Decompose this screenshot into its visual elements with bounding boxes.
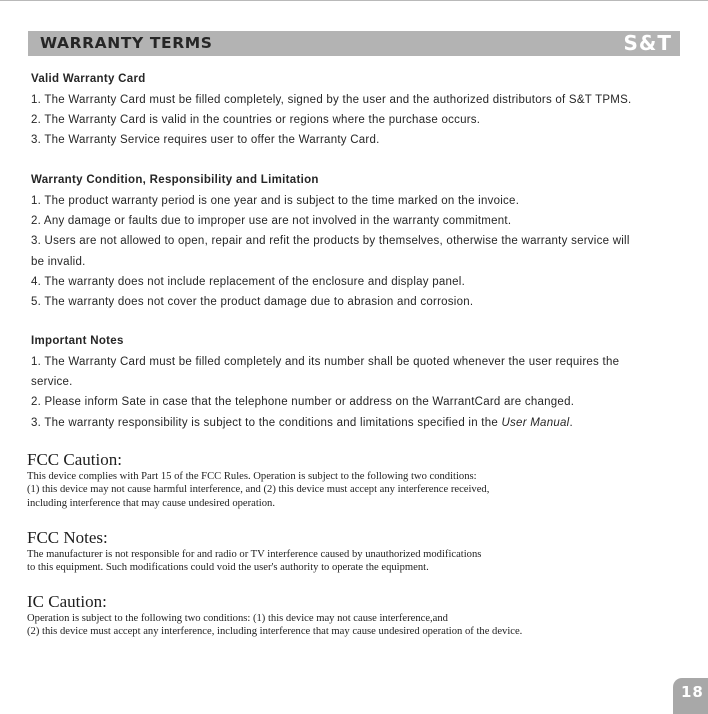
page-number: 18	[681, 683, 704, 701]
paragraph-line: (1) this device may not cause harmful interference, and (2) this device must accept any interference received,	[27, 484, 490, 496]
paragraph-line: Operation is subject to the following two conditions: (1) this device may not cause interference,and	[27, 613, 448, 624]
list-item: 4. The warranty does not include replacement of the enclosure and display panel.	[31, 275, 466, 288]
list-item-text: 3. The warranty responsibility is subject to the conditions and limitations specified in the	[31, 416, 502, 429]
paragraph-line: The manufacturer is not responsible for and radio or TV interference caused by unauthorized modifications	[27, 549, 482, 560]
list-item: 2. Please inform Sate in case that the telephone number or address on the WarrantCard are changed.	[31, 396, 575, 409]
list-item	[31, 413, 691, 433]
list-item: 2. The Warranty Card is valid in the countries or regions where the purchase occurs.	[31, 114, 481, 127]
important-notes-section	[31, 332, 691, 433]
warranty-header-bar	[28, 31, 680, 56]
page-title: WARRANTY TERMS	[40, 34, 213, 52]
paragraph-line: This device complies with Part 15 of the FCC Rules. Operation is subject to the following two conditions:	[27, 471, 477, 482]
section-title: IC Caution:	[27, 592, 107, 611]
top-rule	[0, 0, 708, 1]
section-title: Important Notes	[31, 335, 124, 347]
list-item: 1. The Warranty Card must be filled completely and its number shall be quoted whenever the user requires the	[31, 356, 620, 368]
list-item: be invalid.	[31, 255, 86, 268]
valid-warranty-card-section	[31, 70, 691, 151]
list-item: 5. The warranty does not cover the product damage due to abrasion and corrosion.	[31, 296, 474, 309]
list-item: 1. The product warranty period is one year and is subject to the time marked on the invoice.	[31, 195, 520, 207]
paragraph-line: to this equipment. Such modifications could void the user's authority to operate the equipment.	[27, 562, 429, 574]
page-number-badge	[673, 678, 708, 714]
list-item: service.	[31, 376, 73, 389]
section-title: FCC Caution:	[27, 450, 122, 469]
user-manual-reference: User Manual	[501, 416, 570, 429]
ic-caution-section	[27, 592, 687, 639]
warranty-condition-section	[31, 171, 691, 312]
list-item: 2. Any damage or faults due to improper use are not involved in the warranty commitment.	[31, 215, 512, 228]
fcc-notes-section	[27, 528, 687, 575]
fcc-caution-section	[27, 450, 687, 510]
brand-logo: S&T	[623, 31, 672, 55]
section-title: FCC Notes:	[27, 528, 108, 547]
paragraph-line: (2) this device must accept any interference, including interference that may cause undesired operation of the device.	[27, 626, 523, 638]
paragraph-line: including interference that may cause undesired operation.	[27, 497, 275, 509]
section-title: Warranty Condition, Responsibility and Limitation	[31, 174, 319, 186]
list-item-suffix: .	[569, 416, 573, 429]
list-item: 1. The Warranty Card must be filled completely, signed by the user and the authorized distributors of S&T TPMS.	[31, 94, 632, 106]
list-item: 3. Users are not allowed to open, repair and refit the products by themselves, otherwise the warranty service will	[31, 235, 630, 248]
section-title: Valid Warranty Card	[31, 73, 146, 85]
list-item: 3. The Warranty Service requires user to offer the Warranty Card.	[31, 134, 380, 147]
